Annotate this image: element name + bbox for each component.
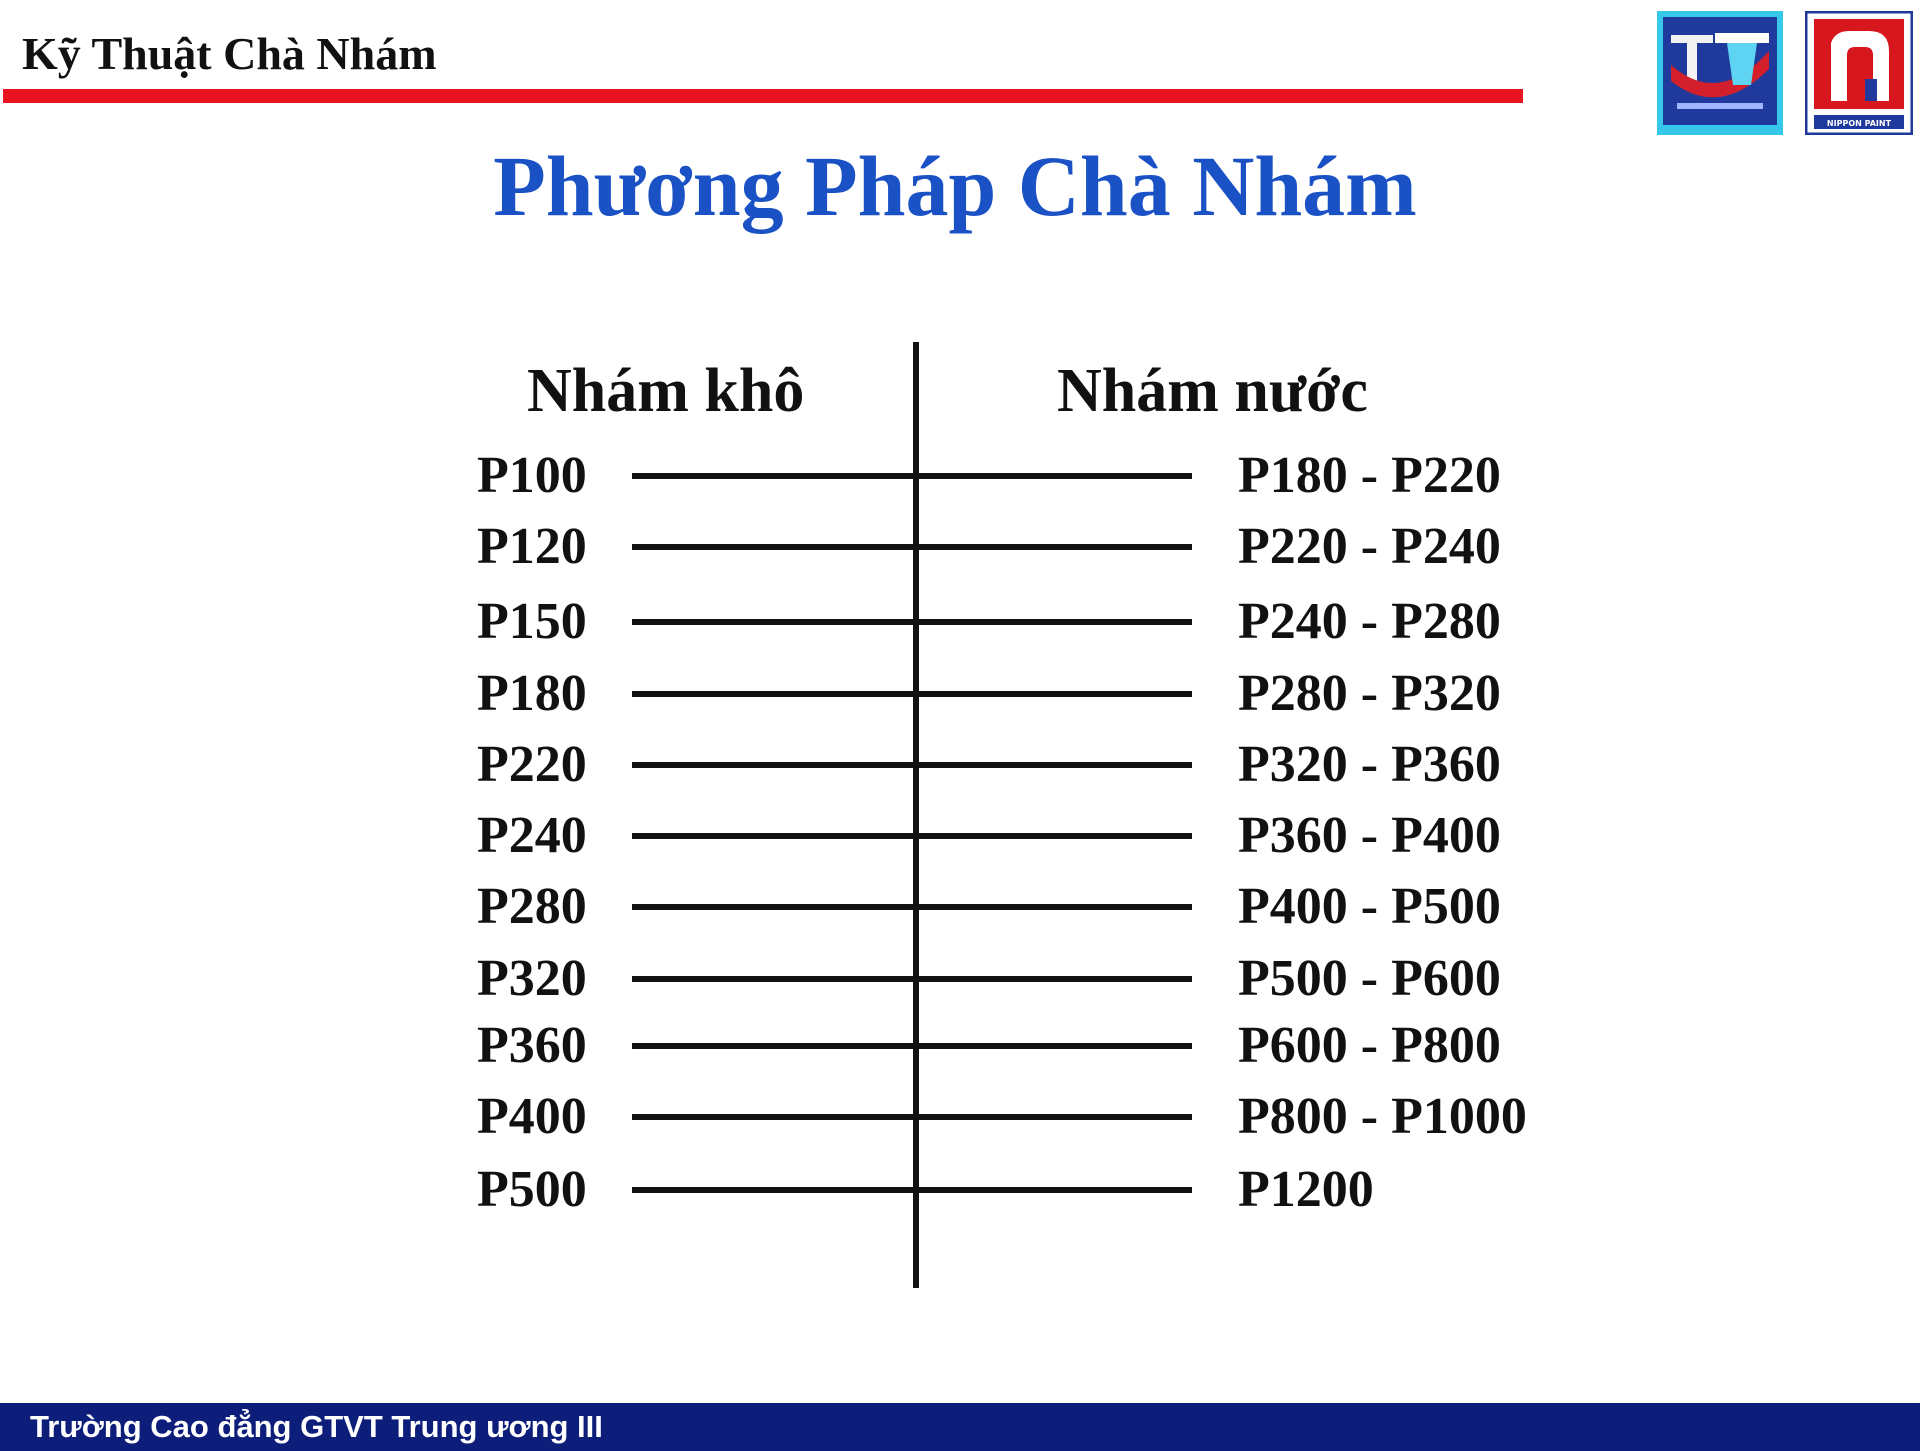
nippon-logo-text: NIPPON PAINT (1826, 119, 1892, 128)
slide-header-title: Kỹ Thuật Chà Nhám (22, 28, 437, 79)
footer-bar (0, 1403, 1920, 1451)
row-connector-line (632, 544, 1192, 550)
dry-grit-label: P150 (477, 593, 587, 650)
grit-row (0, 871, 1920, 943)
wet-grit-label: P240 - P280 (1238, 593, 1501, 650)
page-title: Phương Pháp Chà Nhám (493, 138, 1417, 234)
school-emblem-icon (1657, 11, 1783, 135)
dry-grit-label: P320 (477, 950, 587, 1007)
row-connector-line (632, 976, 1192, 982)
dry-grit-label: P120 (477, 518, 587, 575)
dry-sanding-heading: Nhám khô (527, 357, 805, 425)
dry-grit-label: P500 (477, 1161, 587, 1218)
grit-row (0, 1081, 1920, 1153)
dry-grit-label: P100 (477, 447, 587, 504)
dry-grit-label: P220 (477, 736, 587, 793)
wet-grit-label: P220 - P240 (1238, 518, 1501, 575)
grit-row (0, 943, 1920, 1015)
wet-grit-label: P1200 (1238, 1161, 1374, 1218)
row-connector-line (632, 1114, 1192, 1120)
wet-grit-label: P360 - P400 (1238, 807, 1501, 864)
wet-grit-label: P800 - P1000 (1238, 1088, 1527, 1145)
wet-grit-label: P400 - P500 (1238, 878, 1501, 935)
nippon-paint-logo-icon (1805, 11, 1913, 135)
grit-row (0, 586, 1920, 658)
grit-row (0, 511, 1920, 583)
row-connector-line (632, 1187, 1192, 1193)
dry-grit-label: P360 (477, 1017, 587, 1074)
dry-grit-label: P280 (477, 878, 587, 935)
dry-grit-label: P240 (477, 807, 587, 864)
row-connector-line (632, 833, 1192, 839)
wet-grit-label: P320 - P360 (1238, 736, 1501, 793)
wet-grit-label: P500 - P600 (1238, 950, 1501, 1007)
grit-row (0, 1154, 1920, 1226)
row-connector-line (632, 762, 1192, 768)
wet-grit-label: P180 - P220 (1238, 447, 1501, 504)
grit-row (0, 800, 1920, 872)
wet-sanding-heading: Nhám nước (1057, 357, 1368, 425)
grit-row (0, 1010, 1920, 1082)
row-connector-line (632, 904, 1192, 910)
dry-grit-label: P180 (477, 665, 587, 722)
wet-grit-label: P600 - P800 (1238, 1017, 1501, 1074)
row-connector-line (632, 473, 1192, 479)
grit-row (0, 440, 1920, 512)
row-connector-line (632, 619, 1192, 625)
row-connector-line (632, 691, 1192, 697)
header-red-rule (3, 89, 1523, 103)
wet-grit-label: P280 - P320 (1238, 665, 1501, 722)
footer-text: Trường Cao đẳng GTVT Trung ương III (30, 1409, 603, 1444)
row-connector-line (632, 1043, 1192, 1049)
grit-row (0, 658, 1920, 730)
grit-row (0, 729, 1920, 801)
dry-grit-label: P400 (477, 1088, 587, 1145)
